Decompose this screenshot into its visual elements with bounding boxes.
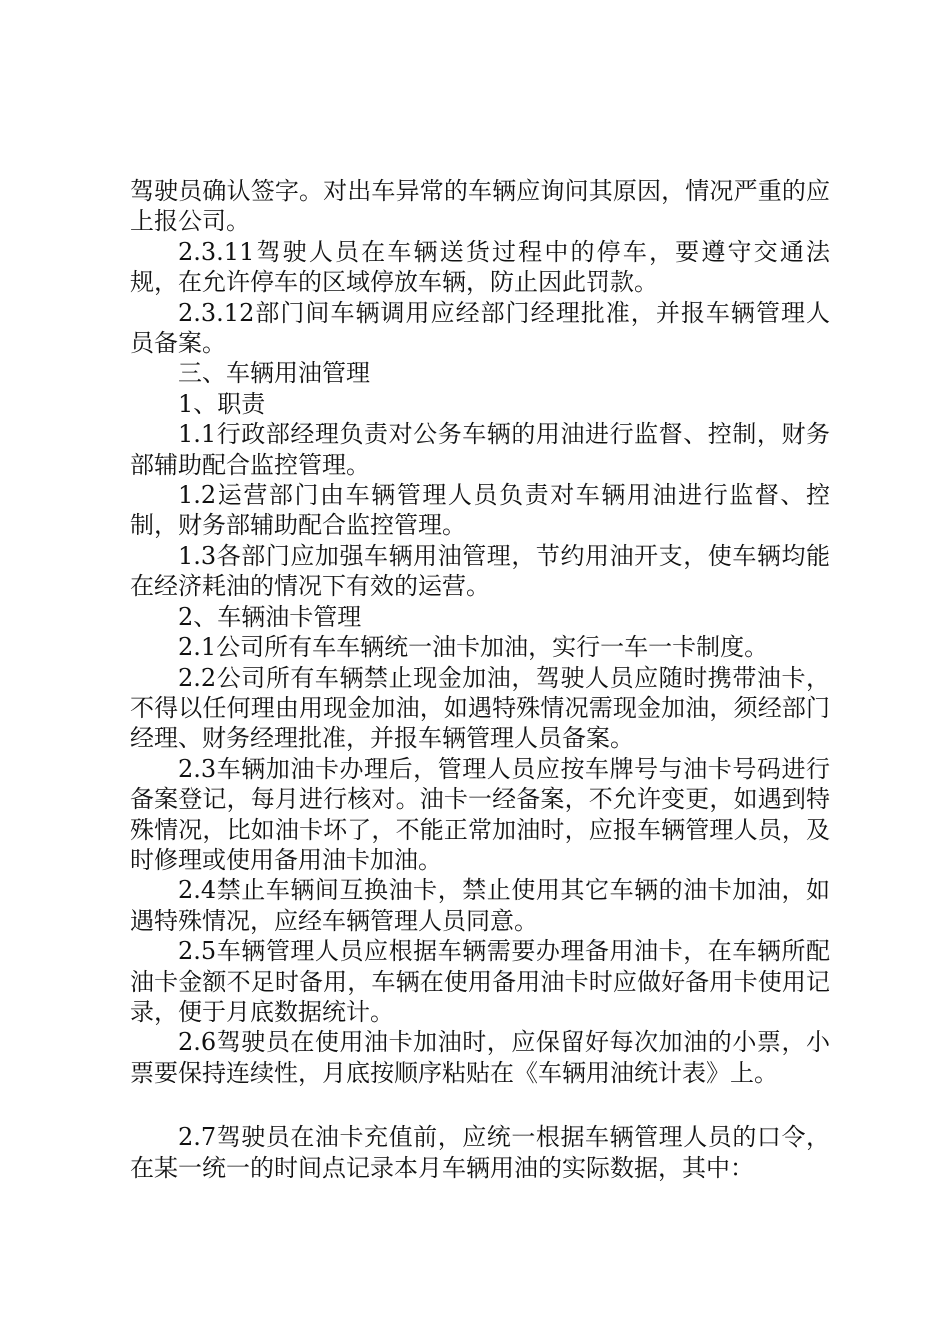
paragraph-2-2: 2.2公司所有车辆禁止现金加油，驾驶人员应随时携带油卡，不得以任何理由用现金加油，如遇特殊情况需现金加油，须经部门经理、财务经理批准，并报车辆管理人员备案。 bbox=[130, 663, 830, 753]
paragraph-2-3: 2.3车辆加油卡办理后，管理人员应按车牌号与油卡号码进行备案登记，每月进行核对。油卡一经备案，不允许变更，如遇到特殊情况，比如油卡坏了，不能正常加油时，应报车辆管理人员，及时修理或使用备用油卡加油。 bbox=[130, 754, 830, 874]
paragraph-1-1: 1.1行政部经理负责对公务车辆的用油进行监督、控制，财务部辅助配合监控管理。 bbox=[130, 420, 830, 479]
paragraph-2-6: 2.6驾驶员在使用油卡加油时，应保留好每次加油的小票，小票要保持连续性，月底按顺序粘贴在《车辆用油统计表》上。 bbox=[130, 1028, 830, 1087]
paragraph-2-3-12: 2.3.12部门间车辆调用应经部门经理批准，并报车辆管理人员备案。 bbox=[130, 298, 830, 358]
section-heading-fuel-management: 三、车辆用油管理 bbox=[178, 359, 370, 388]
subheading-fuel-card-management: 2、车辆油卡管理 bbox=[178, 602, 362, 631]
paragraph-spacer bbox=[130, 1088, 830, 1122]
paragraph-1-2: 1.2运营部门由车辆管理人员负责对车辆用油进行监督、控制，财务部辅助配合监控管理。 bbox=[130, 481, 830, 540]
paragraph-1-3: 1.3各部门应加强车辆用油管理，节约用油开支，使车辆均能在经济耗油的情况下有效的运营。 bbox=[130, 541, 830, 601]
paragraph-2-4: 2.4禁止车辆间互换油卡，禁止使用其它车辆的油卡加油，如遇特殊情况，应经车辆管理人员同意。 bbox=[130, 876, 830, 935]
document-body bbox=[130, 176, 830, 1183]
paragraph-continuation: 驾驶员确认签字。对出车异常的车辆应询问其原因，情况严重的应上报公司。 bbox=[130, 177, 830, 236]
paragraph-2-1: 2.1公司所有车车辆统一油卡加油，实行一车一卡制度。 bbox=[178, 633, 769, 662]
paragraph-2-3-11: 2.3.11驾驶人员在车辆送货过程中的停车，要遵守交通法规，在允许停车的区域停放车辆，防止因此罚款。 bbox=[130, 237, 830, 297]
paragraph-2-5: 2.5车辆管理人员应根据车辆需要办理备用油卡，在车辆所配油卡金额不足时备用，车辆在使用备用油卡时应做好备用卡使用记录，便于月底数据统计。 bbox=[130, 937, 830, 1026]
paragraph-2-7: 2.7驾驶员在油卡充值前，应统一根据车辆管理人员的口令，在某一统一的时间点记录本月车辆用油的实际数据，其中： bbox=[130, 1123, 830, 1182]
subheading-responsibilities: 1、职责 bbox=[178, 389, 266, 418]
